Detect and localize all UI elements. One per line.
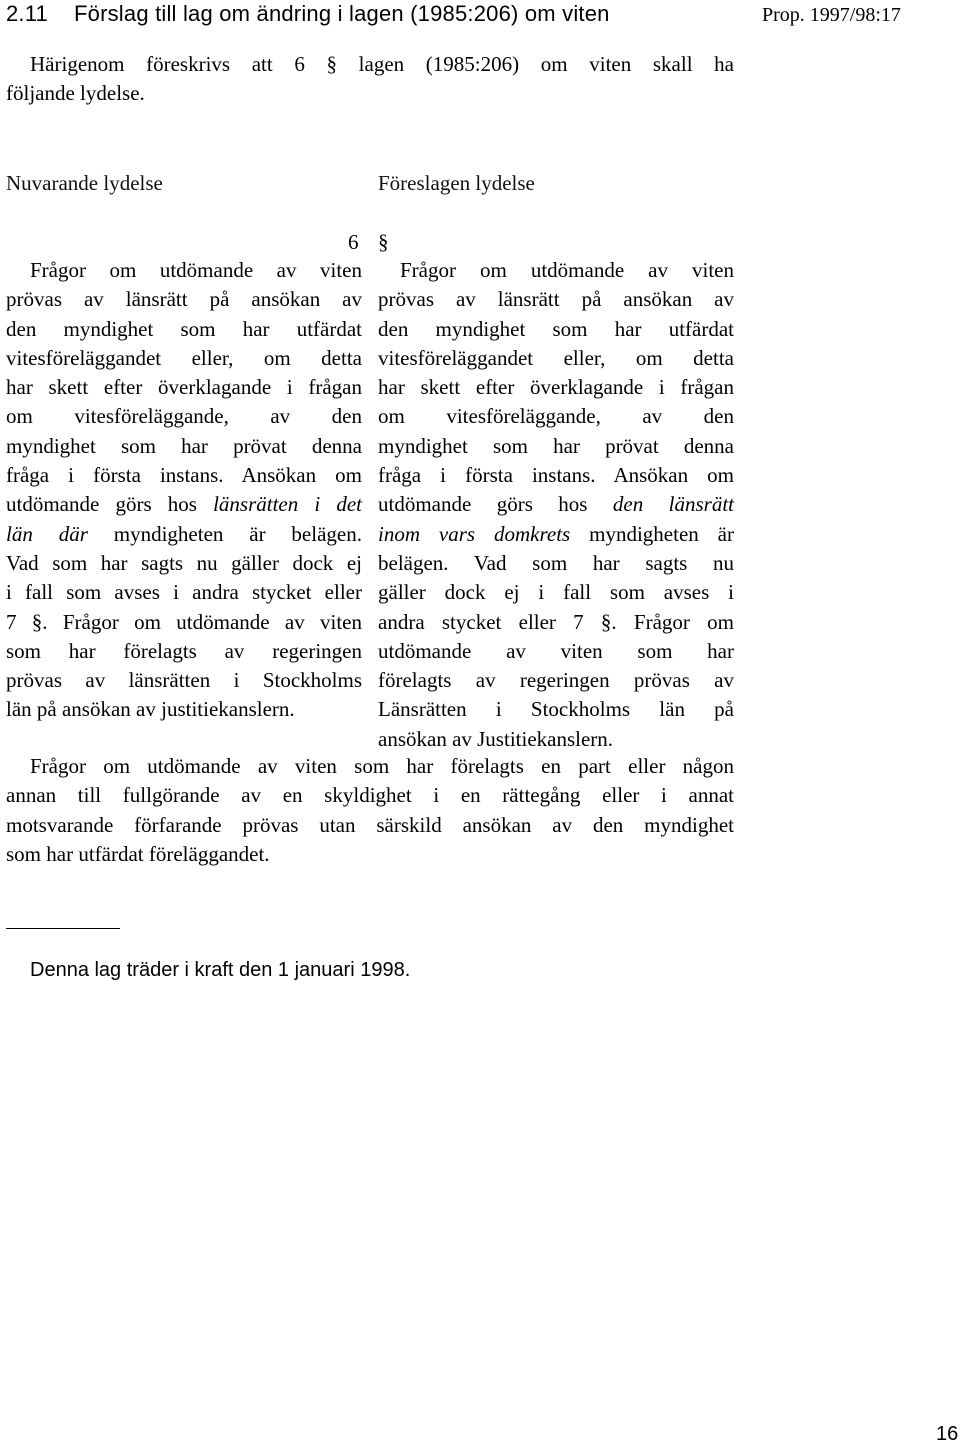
italic-amendment: län där	[6, 521, 88, 546]
text-line: Frågor om utdömande av viten	[30, 258, 362, 282]
divider-rule	[6, 928, 120, 929]
text-line: utdömande av viten som har	[378, 638, 734, 663]
text-line: gäller dock ej i fall som avses i	[378, 580, 734, 605]
text-line: om vitesföreläggande, av den	[6, 404, 362, 429]
intro-line: följande lydelse.	[6, 81, 145, 106]
section-number: 2.11	[6, 1, 48, 26]
text-line: om vitesföreläggande, av den	[378, 404, 734, 429]
intro-line: Härigenom föreskrivs att 6 § lagen (1985:206) om viten skall ha	[30, 52, 734, 76]
unchanged-paragraph	[6, 752, 734, 869]
text-line: Frågor om utdömande av viten som har förelagts en part eller någon	[30, 754, 734, 778]
section-title: Förslag till lag om ändring i lagen (1985:206) om viten	[74, 1, 610, 26]
text-run: utdömande görs hos	[6, 492, 214, 517]
text-line: annan till fullgörande av en skyldighet i en rättegång eller i annat	[6, 783, 734, 808]
text-line: fråga i första instans. Ansökan om	[378, 463, 734, 488]
text-line	[378, 490, 734, 519]
entry-into-force-note: Denna lag träder i kraft den 1 januari 1998.	[30, 959, 411, 981]
text-line: myndighet som har prövat denna	[378, 433, 734, 458]
text-line: som har förelagts av regeringen	[6, 638, 362, 663]
intro-paragraph	[6, 50, 734, 109]
text-line: har skett efter överklagande i frågan	[6, 375, 362, 400]
text-line: Frågor om utdömande av viten	[400, 258, 734, 282]
text-line: har skett efter överklagande i frågan	[378, 375, 734, 400]
text-line: belägen. Vad som har sagts nu	[378, 550, 734, 575]
italic-amendment: den länsrätt	[612, 492, 734, 517]
text-line: vitesföreläggandet eller, om detta	[378, 345, 734, 370]
current-wording-heading: Nuvarande lydelse	[6, 171, 163, 195]
current-wording-column	[6, 256, 362, 725]
text-line: län på ansökan av justitiekanslern.	[6, 697, 295, 722]
text-line: vitesföreläggandet eller, om detta	[6, 345, 362, 370]
text-line: den myndighet som har utfärdat	[6, 316, 362, 341]
text-line: fråga i första instans. Ansökan om	[6, 463, 362, 488]
text-line: ansökan av Justitiekanslern.	[378, 726, 614, 751]
text-run: myndigheten är	[570, 521, 734, 546]
text-line: motsvarande förfarande prövas utan särskild ansökan av den myndighet	[6, 812, 734, 837]
text-line: prövas av länsrätt på ansökan av	[378, 287, 734, 312]
text-run: utdömande görs hos	[378, 492, 613, 517]
text-line: 7 §. Frågor om utdömande av viten	[6, 609, 362, 634]
paragraph-number: 6	[348, 230, 359, 254]
proposed-wording-column	[378, 256, 734, 754]
text-line: Länsrätten i Stockholms län på	[378, 697, 734, 722]
proposed-wording-heading: Föreslagen lydelse	[378, 171, 535, 195]
text-line	[378, 520, 734, 549]
text-line: andra stycket eller 7 §. Frågor om	[378, 609, 734, 634]
text-line	[6, 490, 362, 519]
text-line: i fall som avses i andra stycket eller	[6, 580, 362, 605]
text-line	[6, 520, 362, 549]
paragraph-sign: §	[378, 230, 389, 254]
section-heading	[6, 0, 610, 28]
text-line: Vad som har sagts nu gäller dock ej	[6, 550, 362, 575]
italic-amendment: länsrätten i det	[213, 492, 362, 517]
italic-amendment: inom vars domkrets	[378, 521, 571, 546]
text-line: den myndighet som har utfärdat	[378, 316, 734, 341]
text-line: prövas av länsrätt på ansökan av	[6, 287, 362, 312]
text-line: prövas av länsrätten i Stockholms	[6, 668, 362, 693]
text-line: som har utfärdat föreläggandet.	[6, 841, 270, 866]
proposition-reference: Prop. 1997/98:17	[762, 4, 901, 26]
text-line: förelagts av regeringen prövas av	[378, 668, 734, 693]
page-number: 16	[936, 1423, 959, 1445]
text-line: myndighet som har prövat denna	[6, 433, 362, 458]
text-run: myndigheten är belägen.	[87, 521, 362, 546]
